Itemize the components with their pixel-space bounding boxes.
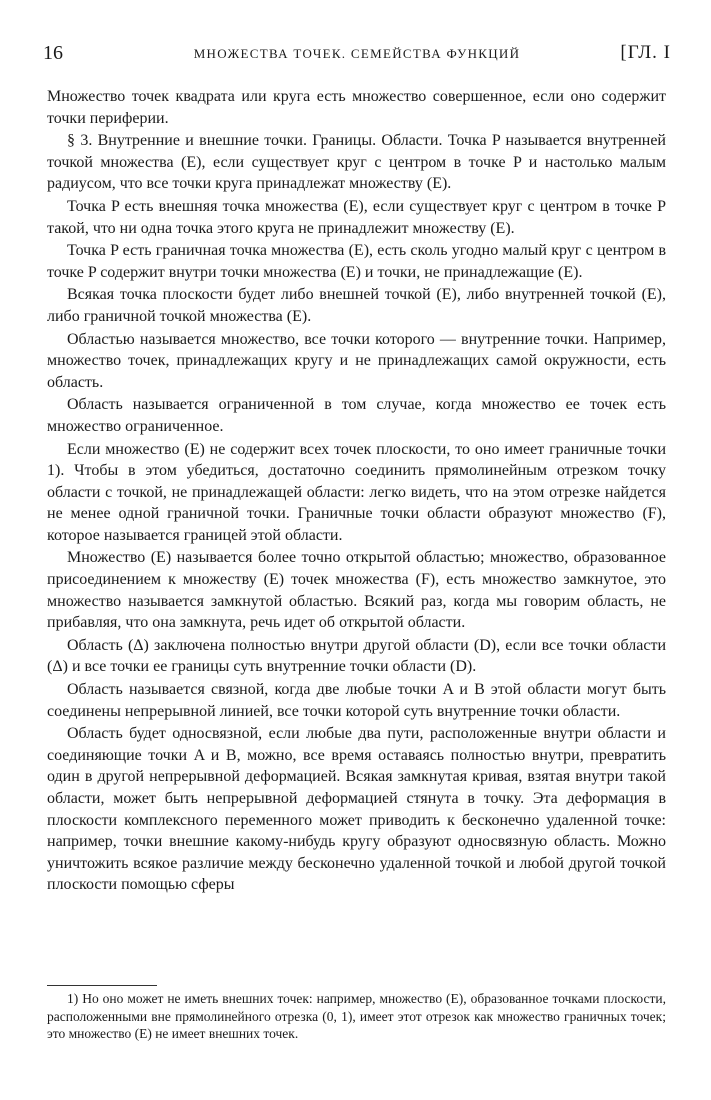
chapter-ref: [ГЛ. I	[620, 42, 671, 63]
footnotes	[47, 990, 666, 1043]
paragraph: Областью называется множество, все точки которого — внутренние точки. Например, множество точек, принадлежащих кругу и не принадлежащих самой окружности, есть область.	[47, 330, 666, 391]
paragraph: Точка P есть граничная точка множества (E), есть сколь угодно малый круг с центром в точке P содержит внутри точки множества (E) и точки, не принадлежащие (E).	[47, 242, 666, 281]
section-heading-paragraph: § 3. Внутренние и внешние точки. Границы. Области. Точка P называется внутренней точкой множества (E), если существует круг с центром в точке P и настолько малым радиусом, что все точки круга принадлежат множеству (E).	[47, 132, 666, 193]
paragraph: Область будет односвязной, если любые два пути, расположенные внутри области и соединяющие точки A и B, можно, все время оставаясь полностью внутри, превратить один в другой непрерывной деформацией. Всякая замкнутая кривая, взятая внутри такой области, может быть непрерывной деформацией стянута в точку. Эта деформация в плоскости комплексного переменного может приводить к бесконечно удаленной точке: например, точки внешние какому-нибудь кругу образуют односвязную область. Можно уничтожить всякое различие между бесконечно удаленной точкой и любой другой точкой плоскости помощью сферы	[47, 725, 666, 894]
paragraph: Множество (E) называется более точно открытой областью; множество, образованное присоединением к множеству (E) точек множества (F), есть множество замкнутое, это множество называется замкнутой областью. Всякий раз, когда мы говорим область, не прибавляя, что она замкнута, речь идет об открытой области.	[47, 549, 666, 632]
paragraph: Если множество (E) не содержит всех точек плоскости, то оно имеет граничные точки 1). Чтобы в этом убедиться, достаточно соединить прямолинейным отрезком точку области с точкой, не принадлежащей области: легко видеть, что на этом отрезке найдется не менее одной граничной точки. Граничные точки области образуют множество (F), которое называется границей этой области.	[47, 440, 666, 544]
paragraph: Область (Δ) заключена полностью внутри другой области (D), если все точки области (Δ) и все точки ее границы суть внутренние точки области (D).	[47, 636, 666, 676]
paragraph: Множество точек квадрата или круга есть множество совершенное, если оно содержит точки периферии.	[47, 88, 666, 127]
page-number: 16	[43, 42, 63, 64]
footnote-rule	[47, 985, 157, 986]
paragraph: Область называется связной, когда две любые точки A и B этой области могут быть соединены непрерывной линией, все точки которой суть внутренние точки области.	[47, 681, 666, 720]
paragraph: Область называется ограниченной в том случае, когда множество ее точек есть множество ограниченное.	[47, 396, 666, 435]
paragraph: Всякая точка плоскости будет либо внешней точкой (E), либо внутренней точкой (E), либо граничной точкой множества (E).	[47, 286, 666, 325]
body-text	[47, 86, 666, 896]
paragraph: Точка P есть внешняя точка множества (E), если существует круг с центром в точке P такой, что ни одна точка этого круга не принадлежит множеству (E).	[47, 197, 666, 237]
footnote: 1) Но оно может не иметь внешних точек: например, множество (E), образованное точками плоскости, расположенными вне прямолинейного отрезка (0, 1), имеет этот отрезок как множество граничных точек; это множество (E) не имеет внешних точек.	[47, 991, 666, 1041]
running-title: МНОЖЕСТВА ТОЧЕК. СЕМЕЙСТВА ФУНКЦИЙ	[193, 46, 521, 61]
running-head	[43, 42, 671, 66]
